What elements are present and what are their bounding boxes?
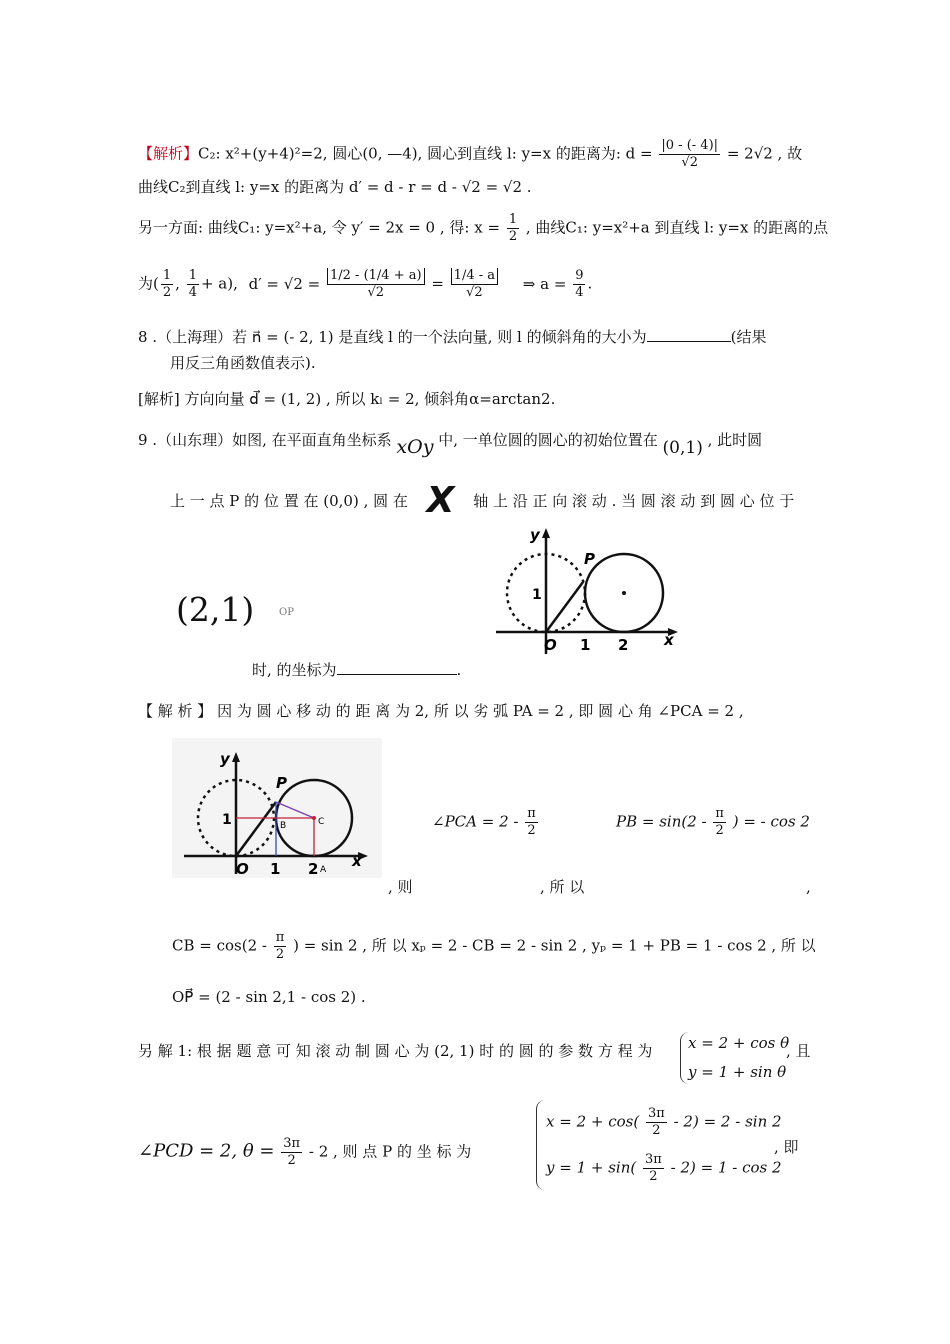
conn-then: , 则	[388, 878, 413, 896]
fig1-two-x: 2	[618, 636, 629, 654]
q8-line2: 用反三角函数值表示).	[170, 354, 316, 372]
distance-eq-frac-1: $\frac{1/2 - (1/4 + a)}{√2}$	[327, 268, 425, 301]
conn-so: , 所 以	[540, 878, 585, 896]
svg-text:P: P	[276, 774, 287, 792]
param-y: y = 1 + sin θ	[688, 1063, 787, 1081]
angle-pca-eq: ∠PCA = 2 - $\frac{\pi}{2}$	[432, 806, 536, 838]
answer-blank[interactable]	[337, 674, 457, 675]
fig1-one-x: 1	[580, 636, 591, 654]
svg-text:1: 1	[270, 860, 281, 878]
rolling-circle-figure	[494, 520, 684, 656]
sol-line3: CB = cos(2 - $\frac{\pi}{2}$ ) = sin 2 , 所 以 xₚ = 2 - CB = 2 - sin 2 , yₚ = 1 + PB = 1 - cos 2 , 所 以	[172, 930, 816, 962]
conn-comma: ,	[806, 878, 811, 896]
alt-and: , 且	[786, 1042, 811, 1060]
alt-line2: ∠PCD = 2, θ = $\frac{3\pi}{2}$ - 2 , 则 点 P 的 坐 标 为	[138, 1136, 472, 1168]
distance-fraction: $\frac{|0 - (- 4)|}{√2}$	[661, 138, 719, 170]
svg-text:y: y	[220, 750, 230, 768]
fig1-one-y: 1	[532, 587, 542, 603]
big-point: (2,1)	[176, 590, 255, 629]
param-x: x = 2 + cos θ	[688, 1034, 790, 1052]
q9-line2: 上 一 点 P 的 位 置 在 (0,0) , 圆 在 X 轴 上 沿 正 向 滚 动 . 当 圆 滚 动 到 圆 心 位 于	[170, 480, 795, 521]
p-coord-brace	[536, 1100, 545, 1190]
answer-fraction: $\frac{9}{4}$	[575, 268, 584, 300]
center-dot	[622, 591, 626, 595]
analysis-tag: 【解析】	[138, 144, 199, 163]
q9-line3: 时, 的坐标为 .	[252, 661, 462, 679]
q8-line1: 8 .（上海理）若 n⃗ = (- 2, 1) 是直线 l 的一个法向量, 则 l 的倾斜角的大小为 (结果	[138, 328, 767, 346]
s7-line4: 为( $\frac{1}{2}$ , $\frac{1}{4}$ + a), d′ = √2 = $\frac{1/2 - (1/4 + a)}{√2}$ = $\frac{1/4 - a}{√2}$ ⇒ a = $\frac{9}{4}$ .	[138, 268, 593, 300]
y-arrow-icon	[542, 528, 550, 538]
p-y-eq: y = 1 + sin( $\frac{3\pi}{2}$ - 2) = 1 - cos 2	[546, 1152, 782, 1184]
alt-line1: 另 解 1: 根 据 题 意 可 知 滚 动 制 圆 心 为 (2, 1) 时 的 圆 的 参 数 方 程 为	[138, 1042, 653, 1060]
q9-line1: 9 .（山东理）如图, 在平面直角坐标系 xOy 中, 一单位圆的圆心的初始位置在 (0,1) , 此时圆	[138, 431, 763, 458]
sol-line1: 【 解 析 】 因 为 圆 心 移 动 的 距 离 为 2, 所 以 劣 弧 PA = 2 , 即 圆 心 角 ∠PCA = 2 ,	[138, 702, 744, 720]
small-op-label: OP	[279, 607, 294, 618]
sol-line4: OP⃗ = (2 - sin 2,1 - cos 2) .	[172, 988, 366, 1006]
pb-eq: PB = sin(2 - $\frac{\pi}{2}$ ) = - cos 2	[616, 806, 810, 838]
s7-line2: 曲线C₂到直线 l: y=x 的距离为 d′ = d - r = d - √2 = √2 .	[138, 178, 532, 196]
answer-blank[interactable]	[647, 341, 731, 342]
fig1-o-label: O	[544, 636, 557, 654]
q8-answer: [解析] 方向向量 d⃗ = (1, 2) , 所以 kₗ = 2, 倾斜角α=arctan2.	[138, 390, 556, 408]
fig1-p-label: P	[584, 550, 595, 568]
svg-text:x: x	[352, 852, 362, 870]
solution-figure	[172, 738, 382, 878]
svg-text:A: A	[320, 865, 327, 875]
s7-line3: 另一方面: 曲线C₁: y=x²+a, 令 y′ = 2x = 0 , 得: x = $\frac{1}{2}$ , 曲线C₁: y=x²+a 到直线 l: y=x 的距离的点	[138, 212, 829, 244]
svg-text:B: B	[280, 821, 287, 831]
op-segment	[546, 582, 583, 632]
distance-eq-frac-2: $\frac{1/4 - a}{√2}$	[451, 268, 498, 301]
fig1-x-label: x	[664, 631, 674, 649]
svg-text:C: C	[318, 817, 325, 827]
svg-text:1: 1	[222, 812, 232, 828]
fig1-y-label: y	[530, 526, 540, 544]
alt2-ie: , 即	[774, 1138, 799, 1156]
s7-line1: 【解析】C₂: x²+(y+4)²=2, 圆心(0, —4), 圆心到直线 l: y=x 的距离为: d = $\frac{|0 - (- 4)|}{√2}$ = 2√2 , 故	[138, 138, 803, 170]
svg-text:2: 2	[308, 860, 319, 878]
p-x-eq: x = 2 + cos( $\frac{3\pi}{2}$ - 2) = 2 - sin 2	[546, 1106, 782, 1138]
half-fraction: $\frac{1}{2}$	[508, 212, 518, 244]
svg-text:O: O	[236, 860, 249, 878]
